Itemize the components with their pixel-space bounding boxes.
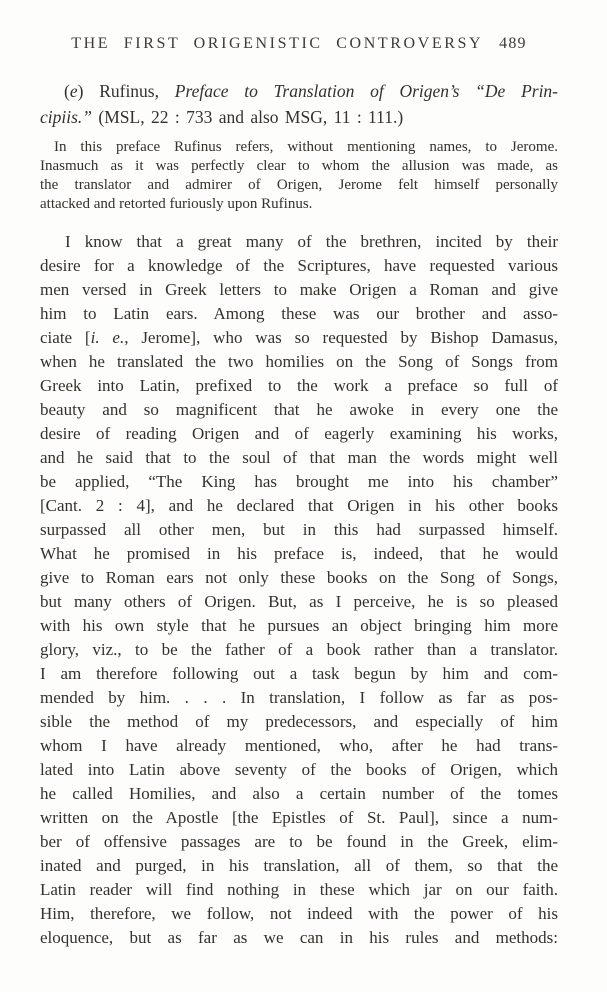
text-line: him to Latin ears. Among these was our brother and asso- [40, 304, 558, 323]
text-line: sible the method of my predecessors, and especially of him [40, 712, 558, 731]
text-line: I am therefore following out a task begun by him and com- [40, 664, 558, 683]
editorial-note-paragraph [40, 138, 558, 214]
text-line: inated and purged, in his translation, all of them, so that the [40, 856, 558, 875]
page-number: 489 [499, 35, 527, 52]
text-line: lated into Latin above seventy of the books of Origen, which [40, 760, 558, 779]
text-line: desire of reading Origen and of eagerly examining his works, [40, 424, 558, 443]
text-line: Him, therefore, we follow, not indeed with the power of his [40, 904, 558, 923]
text-line: give to Roman ears not only these books on the Song of Songs, [40, 568, 558, 587]
text-line: mended by him. . . . In translation, I follow as far as pos- [40, 688, 558, 707]
text-line: but many others of Origen. But, as I perceive, he is so pleased [40, 592, 558, 611]
text-line: desire for a knowledge of the Scriptures, have requested various [40, 256, 558, 275]
text-line: ciate [i. e., Jerome], who was so requested by Bishop Damasus, [40, 328, 558, 347]
text-line: What he promised in his preface is, indeed, that he would [40, 544, 558, 563]
text-line: be applied, “The King has brought me into his chamber” [40, 472, 558, 491]
text-line: Greek into Latin, prefixed to the work a preface so full of [40, 376, 558, 395]
text-line: he called Homilies, and also a certain number of the tomes [40, 784, 558, 803]
body-paragraph [40, 230, 558, 950]
text-line: Inasmuch as it was perfectly clear to whom the allusion was made, as [40, 158, 558, 174]
section-heading [40, 78, 558, 130]
text-line: and he said that to the soul of that man the words might well [40, 448, 558, 467]
text-line: glory, viz., to be the father of a book rather than a translator. [40, 640, 558, 659]
running-header [40, 34, 558, 54]
text-line: I know that a great many of the brethren, incited by their [65, 232, 558, 251]
text-line: with his own style that he pursues an object bringing him more [40, 616, 558, 635]
text-line: ber of offensive passages are to be found in the Greek, elim- [40, 832, 558, 851]
text-line: cipiis.” (MSL, 22 : 733 and also MSG, 11 : 111.) [40, 107, 404, 127]
text-line: attacked and retorted furiously upon Rufinus. [40, 196, 313, 212]
text-line: men versed in Greek letters to make Origen a Roman and give [40, 280, 558, 299]
text-line: when he translated the two homilies on the Song of Songs from [40, 352, 558, 371]
text-line: [Cant. 2 : 4], and he declared that Origen in his other books [40, 496, 558, 515]
text-line: (e) Rufinus, Preface to Translation of Origen’s “De Prin- [64, 81, 559, 101]
text-line: In this preface Rufinus refers, without mentioning names, to Jerome. [54, 139, 558, 155]
text-line: eloquence, but as far as we can in his rules and methods: [40, 928, 558, 947]
text-line: written on the Apostle [the Epistles of St. Paul], since a num- [40, 808, 558, 827]
text-line: beauty and so magnificent that he awoke in every one the [40, 400, 558, 419]
text-line: Latin reader will find nothing in these which jar on our faith. [40, 880, 558, 899]
text-line: the translator and admirer of Origen, Jerome felt himself personally [40, 177, 558, 193]
text-line: surpassed all other men, but in this had surpassed himself. [40, 520, 558, 539]
running-header-title: THE FIRST ORIGENISTIC CONTROVERSY [71, 35, 484, 52]
text-line: whom I have already mentioned, who, after he had trans- [40, 736, 558, 755]
